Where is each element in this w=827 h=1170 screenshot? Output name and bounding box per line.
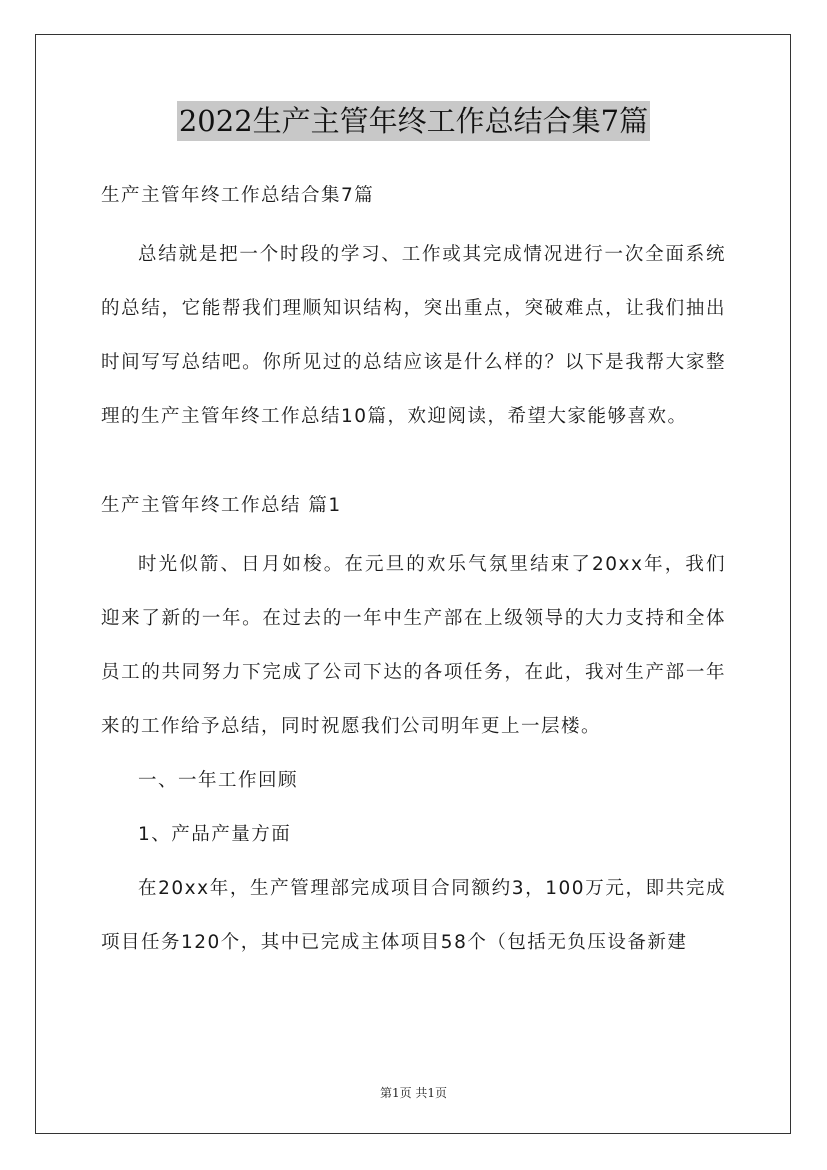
section-paragraph: 时光似箭、日月如梭。在元旦的欢乐气氛里结束了20xx年，我们迎来了新的一年。在过去的一年中生产部在上级领导的大力支持和全体员工的共同努力下完成了公司下达的各项任务，在此，我对生产部一年来的工作给予总结，同时祝愿我们公司明年更上一层楼。 [101, 554, 726, 737]
output-paragraph: 在20xx年，生产管理部完成项目合同额约3，100万元，即共完成项目任务120个，其中已完成主体项目58个（包括无负压设备新建 [101, 878, 726, 953]
document-body [101, 178, 726, 970]
title-wrap [0, 101, 827, 141]
output-heading: 1、产品产量方面 [138, 824, 292, 845]
review-heading: 一、一年工作回顾 [138, 770, 299, 791]
section-heading: 生产主管年终工作总结 篇1 [101, 495, 342, 516]
intro-paragraph: 总结就是把一个时段的学习、工作或其完成情况进行一次全面系统的总结，它能帮我们理顺知识结构，突出重点，突破难点，让我们抽出时间写写总结吧。你所见过的总结应该是什么样的？以下是我帮大家整理的生产主管年终工作总结10篇，欢迎阅读，希望大家能够喜欢。 [101, 244, 726, 427]
document-subtitle: 生产主管年终工作总结合集7篇 [101, 185, 375, 206]
page-footer: 第1页 共1页 [379, 1086, 448, 1100]
document-title: 2022生产主管年终工作总结合集7篇 [177, 101, 650, 141]
